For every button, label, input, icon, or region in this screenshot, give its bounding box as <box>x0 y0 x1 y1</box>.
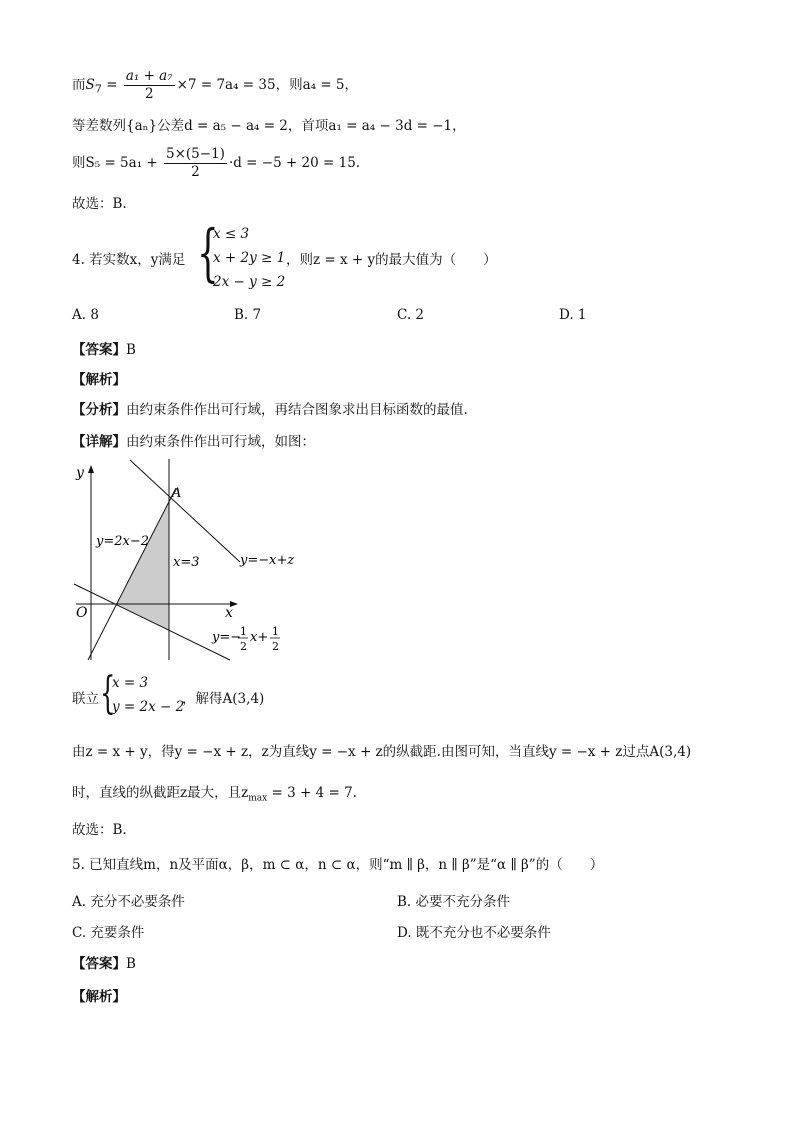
constraint-1: x ≤ 3 <box>213 226 250 242</box>
max-subscript: max <box>248 793 268 804</box>
text-rest: ×7 = 7a₄ = 35，则a₄ = 5， <box>176 77 359 93</box>
xiangjie-text: 由约束条件作出可行域，如图： <box>126 434 315 450</box>
max-rest: = 3 + 4 = 7. <box>267 785 357 801</box>
frac-num: a₁ + a₇ <box>125 68 173 84</box>
analysis-tag-5: 【解析】 <box>72 989 126 1005</box>
brace-glyph: { <box>197 216 219 289</box>
lianli-system <box>100 668 190 721</box>
frac-den: 2 <box>144 86 154 102</box>
text-prefix: 则S₅ = 5a₁ + <box>72 155 162 171</box>
answer-tag-2: 【答案】 <box>72 956 126 972</box>
q5-option-b: B. 必要不充分条件 <box>397 894 511 910</box>
frac-num: 5×(5−1) <box>166 146 225 162</box>
answer-line-4 <box>72 338 136 358</box>
q4-option-a: A. 8 <box>72 307 99 323</box>
solution-line-s7 <box>72 68 358 103</box>
fenxi-line <box>72 398 468 418</box>
question-4-stem <box>72 248 185 268</box>
derivation-line: 由z = x + y，得y = −x + z，z为直线y = −x + z的纵截距.由图可知，当直线y = −x + z过点A(3,4) <box>72 744 692 760</box>
text-rest: ·d = −5 + 20 = 15. <box>228 155 361 171</box>
question-4-suffix: ，则z = x + y的最大值为（ ） <box>286 252 497 268</box>
constraint-2: x + 2y ≥ 1 <box>213 250 286 266</box>
label-line-half-mid: x+ <box>250 630 269 645</box>
lianli-rows <box>112 671 184 719</box>
label-line-half-prefix: y=− <box>212 630 242 645</box>
label-origin: O <box>76 605 88 621</box>
max-line <box>72 781 357 804</box>
label-half-den-2: 2 <box>272 640 279 653</box>
q5-option-c: C. 充要条件 <box>72 925 145 941</box>
analysis-tag-4: 【解析】 <box>72 372 126 388</box>
q4-option-c: C. 2 <box>397 307 425 323</box>
q5-option-a: A. 充分不必要条件 <box>72 894 185 910</box>
equals: = <box>101 77 122 93</box>
frac-den: 2 <box>191 164 200 180</box>
answer-value: B <box>126 342 136 358</box>
question-5-stem: 5. 已知直线m，n及平面α，β，m ⊂ α，n ⊂ α，则“m ∥ β，n ∥ β”是“α ∥ β”的（ ） <box>72 857 604 873</box>
constraint-rows <box>213 222 285 294</box>
label-half-den-1: 2 <box>240 640 247 653</box>
q4-prefix: 4. 若实数x，y满足 <box>72 252 186 268</box>
xiangjie-line <box>72 430 315 450</box>
label-point-a: A <box>172 486 182 501</box>
fenxi-text: 由约束条件作出可行域，再结合图象求出目标函数的最值. <box>126 402 468 418</box>
fenxi-tag: 【分析】 <box>72 402 126 418</box>
label-half-num-2: 1 <box>272 625 279 638</box>
lianli-suffix: ，解得A(3,4) <box>182 691 265 707</box>
constraint-3: 2x − y ≥ 2 <box>213 274 286 290</box>
y-axis-arrow <box>88 465 94 473</box>
answer-value-2: B <box>126 956 136 972</box>
feasible-region-figure <box>68 455 308 665</box>
symbol-S: S <box>85 77 95 93</box>
text-prefix: 而 <box>72 77 86 93</box>
lianli-eq-2: y = 2x − 2 <box>112 699 185 715</box>
subscript-7: 7 <box>94 82 102 96</box>
label-line-neg-x-z: y=−x+z <box>240 553 295 568</box>
xiangjie-tag: 【详解】 <box>72 434 126 450</box>
label-half-num-1: 1 <box>240 625 247 638</box>
label-line-2x-2: y=2x−2 <box>96 534 150 549</box>
solution-line-s5 <box>72 146 360 181</box>
choose-b-2: 故选：B. <box>72 822 127 838</box>
label-x-equals-3: x=3 <box>173 555 200 570</box>
fraction-a1-a7 <box>124 68 175 103</box>
lianli-prefix: 联立 <box>72 691 99 707</box>
answer-tag: 【答案】 <box>72 342 126 358</box>
q5-option-d: D. 既不充分也不必要条件 <box>397 925 551 941</box>
brace-glyph-2: { <box>100 668 116 719</box>
q4-option-d: D. 1 <box>559 307 587 323</box>
max-text: 时，直线的纵截距z最大，且z <box>72 785 249 801</box>
solution-line-common-diff: 等差数列{aₙ}公差d = a₅ − a₄ = 2，首项a₁ = a₄ − 3d = −1， <box>72 118 466 134</box>
lianli-eq-1: x = 3 <box>112 675 149 691</box>
label-y: y <box>76 465 84 481</box>
choose-b-1: 故选：B. <box>72 196 127 212</box>
answer-line-5 <box>72 952 136 972</box>
fraction-5x4 <box>164 146 227 181</box>
label-x: x <box>225 605 233 621</box>
q4-option-b: B. 7 <box>234 307 262 323</box>
